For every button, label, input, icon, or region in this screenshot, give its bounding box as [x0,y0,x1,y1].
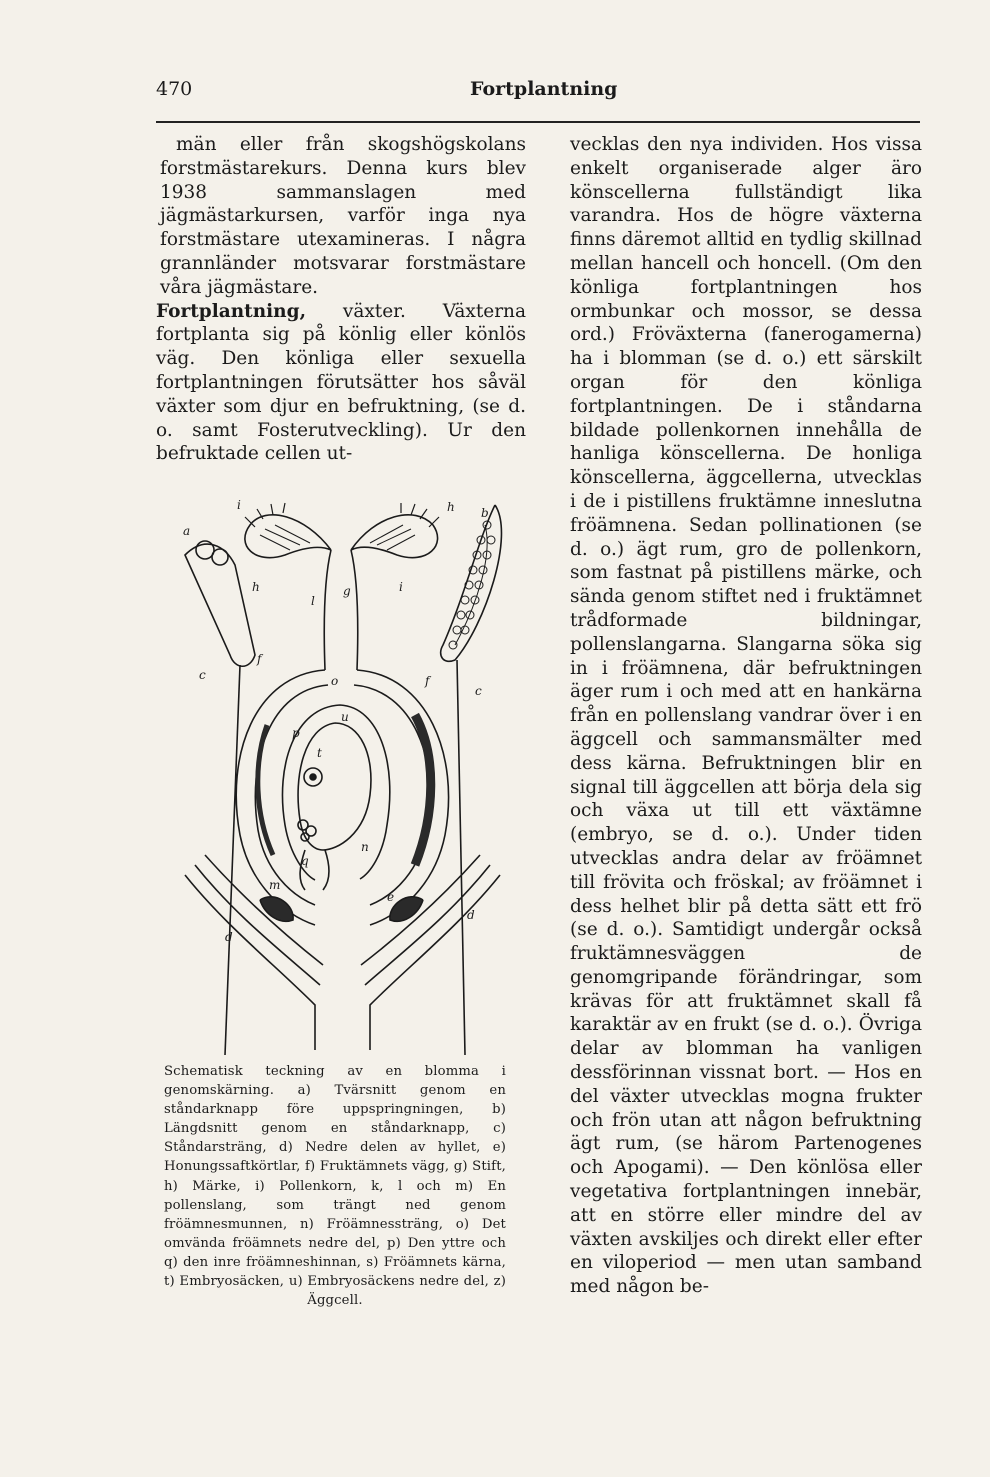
stigma-right [351,515,438,558]
header-rule [156,121,920,123]
label-f2: f [425,674,430,688]
stigma-left [245,515,331,558]
label-m: m [269,878,281,892]
right-column-text: vecklas den nya individen. Hos vissa enkelt organiserade alger äro könscellerna fullständigt lika varandra. Hos de högre växterna finns däremot alltid en tydlig skillnad mellan hancell och honcell. (Om den könliga fortplantningen hos ormbunkar och mossor, se dessa ord.) Fröväxterna (fanerogamerna) ha i blomman (se d. o.) ett särskilt organ för den könliga fortplantningen. De i ståndarna bildade pollenkornen innehålla de hanliga könscellerna. De honliga könscellerna, äggcellerna, utvecklas i de i pistillens fruktämne inneslutna fröämnena. Sedan pollinationen (se d. o.) ägt rum, gro de pollenkorn, som fastnat på pistillens märke, och sända genom stiftet ned i fruktämnet trådformade bildningar, pollenslangarna. Slangarna söka sig in i fröämnena, där befruktningen äger rum i och med att en hankärna från en pollenslang vandrar över i en äggcell och sammansmälter med dess kärna. Befruktningen blir en signal till äggcellen att börja dela sig och växa ut till ett växtämne (embryo, se d. o.). Under tiden utvecklas andra delar av fröämnet till frövita och fröskal; av fröämnet i dess helhet blir på detta sätt ett frö (se d. o.). Samtidigt undergår också fruktämnesväggen de genomgripande förändringar, som krävas för att fruktämnet skall få karaktär av en frukt (se d. o.). Övriga delar av blomman ha vanligen dessförinnan vissnat bort. — Hos en del växter utvecklas mogna frukter och frön utan att någon befruktning ägt rum, (se härom Partenogenes och Apogami). — Den könlösa eller vegetativa fortplantningen innebär, att en större eller mindre del av växten avskiljes och direkt eller efter en viloperiod — men utan samband med någon be- [570,134,922,1298]
label-l: l [311,594,315,608]
label-u: u [341,710,349,724]
filament-left [225,665,240,1055]
label-c2: c [475,684,482,698]
label-e: e [387,890,395,904]
style-outline [324,550,358,670]
running-head: Fortplantning [470,78,618,100]
anther-longitudinal [441,505,502,661]
label-i2: i [399,580,403,594]
label-t: t [317,746,322,760]
label-o: o [331,674,339,688]
label-a: a [183,524,191,538]
filament-right [457,660,465,1055]
receptacle [185,875,500,1050]
figure-caption [164,1062,506,1310]
embryo-sac [298,723,371,850]
caption-text: Schematisk teckning av en blomma i genomskärning. a) Tvärsnitt genom en ståndarknapp före uppspringningen, b) Längdsnitt genom en ståndarknapp, c) Ståndarsträng, d) Nedre delen av hyllet, e) Honungssaftkörtlar, f) Fruktämnets vägg, g) Stift, h) Märke, i) Pollenkorn, k, l och m) En pollenslang, som trängt ned genom fröämnesmunnen, n) Fröämnessträng, o) Det omvända fröämnets nedre del, p) Den yttre och q) den inre fröämneshinnan, s) Fröämnets kärna, t) Embryosäcken, u) Embryosäckens nedre del, z) Äggcell. [164,1064,506,1309]
label-d: d [225,930,233,944]
label-q: q [301,854,309,868]
label-f: f [257,652,262,666]
entry-text: växter. Växterna fortplanta sig på könlig eller könlös väg. Den könliga eller sexuella fortplantningen förutsätter hos såväl växter som djur en befruktning, (se d. o. samt Fosterutveckling). Ur den befruktade cellen ut- [156,300,526,465]
flower-cross-section-illustration [165,495,517,1055]
page-number: 470 [156,78,193,100]
label-h: h [447,500,455,514]
label-g: g [343,584,351,598]
label-i: i [237,498,241,512]
nectary-left [260,897,293,922]
continuation-paragraph: män eller från skogshögskolans forstmästarekurs. Denna kurs blev 1938 sammanslagen med jägmästarkursen, varför inga nya forstmästare utexamineras. I några grannländer motsvarar forstmästare våra jägmästare. [160,134,526,298]
label-n: n [361,840,369,854]
label-c: c [199,668,206,682]
entry-paragraph [156,300,526,467]
label-p: p [292,726,300,740]
left-column [156,133,526,466]
entry-term: Fortplantning, [156,300,307,322]
label-d2: d [467,908,475,922]
label-b: b [481,506,489,520]
label-h2: h [252,580,260,594]
right-column [570,133,922,1299]
anther-cross-section [185,544,255,666]
